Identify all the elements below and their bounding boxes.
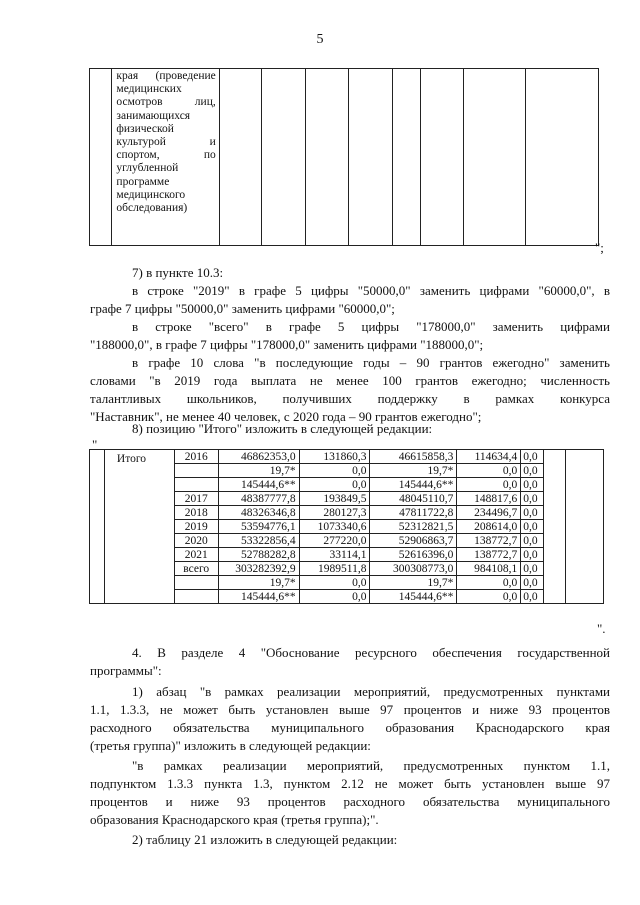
quote-end-mark: "; [595,240,604,255]
page-number: 5 [316,32,324,47]
year-cell: 2021 [174,548,218,562]
table-cell [393,69,420,246]
year-cell: 2020 [174,534,218,548]
value-cell: 0,0 [521,492,544,506]
value-cell: 19,7* [370,464,457,478]
value-cell: 0,0 [299,576,370,590]
value-cell: 0,0 [521,576,544,590]
value-cell: 0,0 [521,478,544,492]
year-cell [174,590,218,604]
text-line: расходного обязательства муниципального образования Краснодарского края [90,720,610,735]
value-cell: 208614,0 [457,520,521,534]
value-cell: 1989511,8 [299,562,370,576]
text-line: словами "в 2019 года выплата не менее 100 грантов ежегодно; численность [90,373,610,388]
text-line: 1) абзац "в рамках реализации мероприятий, предусмотренных пунктами [132,684,610,699]
text-line: подпунктом 1.3.3 пункта 1.3, пунктом 2.12 не может быть установлен выше 97 [90,776,610,791]
value-cell: 148817,6 [457,492,521,506]
value-cell: 0,0 [299,478,370,492]
year-cell: всего [174,562,218,576]
measure-description: края (проведение медицинских осмотров лиц, занимающихся физической культурой и спортом, по углубленной программе медицинского обследования) [116,70,216,215]
value-cell: 277220,0 [299,534,370,548]
table-cell [566,450,604,604]
value-cell: 0,0 [521,464,544,478]
value-cell: 0,0 [457,478,521,492]
value-cell: 53594776,1 [218,520,299,534]
year-cell [174,478,218,492]
table-fragment-top [89,68,599,246]
value-cell: 52788282,8 [218,548,299,562]
year-cell: 2018 [174,506,218,520]
value-cell: 145444,6** [370,590,457,604]
table-cell [90,69,112,246]
item8-heading: 8) позицию "Итого" изложить в следующей редакции: [132,421,433,436]
value-cell: 0,0 [299,464,370,478]
value-cell: 19,7* [370,576,457,590]
table-cell [90,450,105,604]
value-cell: 280127,3 [299,506,370,520]
value-cell: 0,0 [521,590,544,604]
text-line: "Наставник", не менее 40 человек, с 2020 года – 90 грантов ежегодно"; [90,409,482,424]
value-cell: 234496,7 [457,506,521,520]
value-cell: 46615858,3 [370,450,457,464]
table-cell [305,69,349,246]
year-cell: 2019 [174,520,218,534]
text-line: в графе 10 слова "в последующие годы – 90 грантов ежегодно" заменить [132,355,610,370]
value-cell: 19,7* [218,576,299,590]
value-cell: 0,0 [521,548,544,562]
value-cell: 48326346,8 [218,506,299,520]
text-line: "в рамках реализации мероприятий, предусмотренных пунктом 1.1, [132,758,610,773]
value-cell: 48045110,7 [370,492,457,506]
text-line: "188000,0", в графе 7 цифры "178000,0" заменить цифрами "188000,0"; [90,337,484,352]
table-cell [219,69,261,246]
item7-heading: 7) в пункте 10.3: [132,265,224,280]
value-cell: 0,0 [457,464,521,478]
table-cell [420,69,464,246]
value-cell: 46862353,0 [218,450,299,464]
text-line: процентов и ниже 93 процентов расходного обязательства муниципального [90,794,610,809]
table-cell [544,450,566,604]
value-cell: 0,0 [521,562,544,576]
value-cell: 138772,7 [457,548,521,562]
row-label: Итого [104,450,174,604]
value-cell: 53322856,4 [218,534,299,548]
totals-table [89,449,604,604]
value-cell: 52616396,0 [370,548,457,562]
quote-end-mark: ". [597,621,606,636]
value-cell: 48387777,8 [218,492,299,506]
value-cell: 193849,5 [299,492,370,506]
quote-open-mark: " [92,437,98,452]
text-line: графе 7 цифры "50000,0" заменить цифрами "60000,0"; [90,301,395,316]
value-cell: 114634,4 [457,450,521,464]
table-cell [261,69,305,246]
text-line: образования Краснодарского края (третья группа);". [90,812,379,827]
value-cell: 303282392,9 [218,562,299,576]
value-cell: 145444,6** [370,478,457,492]
value-cell: 0,0 [521,520,544,534]
year-cell [174,464,218,478]
value-cell: 52906863,7 [370,534,457,548]
value-cell: 300308773,0 [370,562,457,576]
text-line: в строке "всего" в графе 5 цифры "178000,0" заменить цифрами [132,319,610,334]
table-cell [464,69,525,246]
value-cell: 131860,3 [299,450,370,464]
table-cell [525,69,598,246]
value-cell: 0,0 [457,576,521,590]
value-cell: 0,0 [521,534,544,548]
value-cell: 33114,1 [299,548,370,562]
year-cell [174,576,218,590]
value-cell: 984108,1 [457,562,521,576]
value-cell: 0,0 [521,506,544,520]
text-line: программы": [90,663,162,678]
text-line: 2) таблицу 21 изложить в следующей редакции: [132,832,398,847]
value-cell: 0,0 [457,590,521,604]
value-cell: 0,0 [521,450,544,464]
value-cell: 145444,6** [218,590,299,604]
table-cell [349,69,393,246]
value-cell: 47811722,8 [370,506,457,520]
value-cell: 52312821,5 [370,520,457,534]
value-cell: 19,7* [218,464,299,478]
text-line: 4. В разделе 4 "Обоснование ресурсного обеспечения государственной [132,645,610,660]
text-line: (третья группа)" изложить в следующей редакции: [90,738,371,753]
text-line: в строке "2019" в графе 5 цифры "50000,0" заменить цифрами "60000,0", в [132,283,610,298]
text-line: талантливых школьников, получивших поддержку в рамках конкурса [90,391,610,406]
value-cell: 145444,6** [218,478,299,492]
value-cell: 138772,7 [457,534,521,548]
value-cell: 0,0 [299,590,370,604]
table-cell [112,69,219,246]
year-cell: 2017 [174,492,218,506]
table-row [90,450,604,464]
value-cell: 1073340,6 [299,520,370,534]
year-cell: 2016 [174,450,218,464]
text-line: 1.1, 1.3.3, не может быть установлен выше 97 процентов и ниже 93 процентов [90,702,610,717]
